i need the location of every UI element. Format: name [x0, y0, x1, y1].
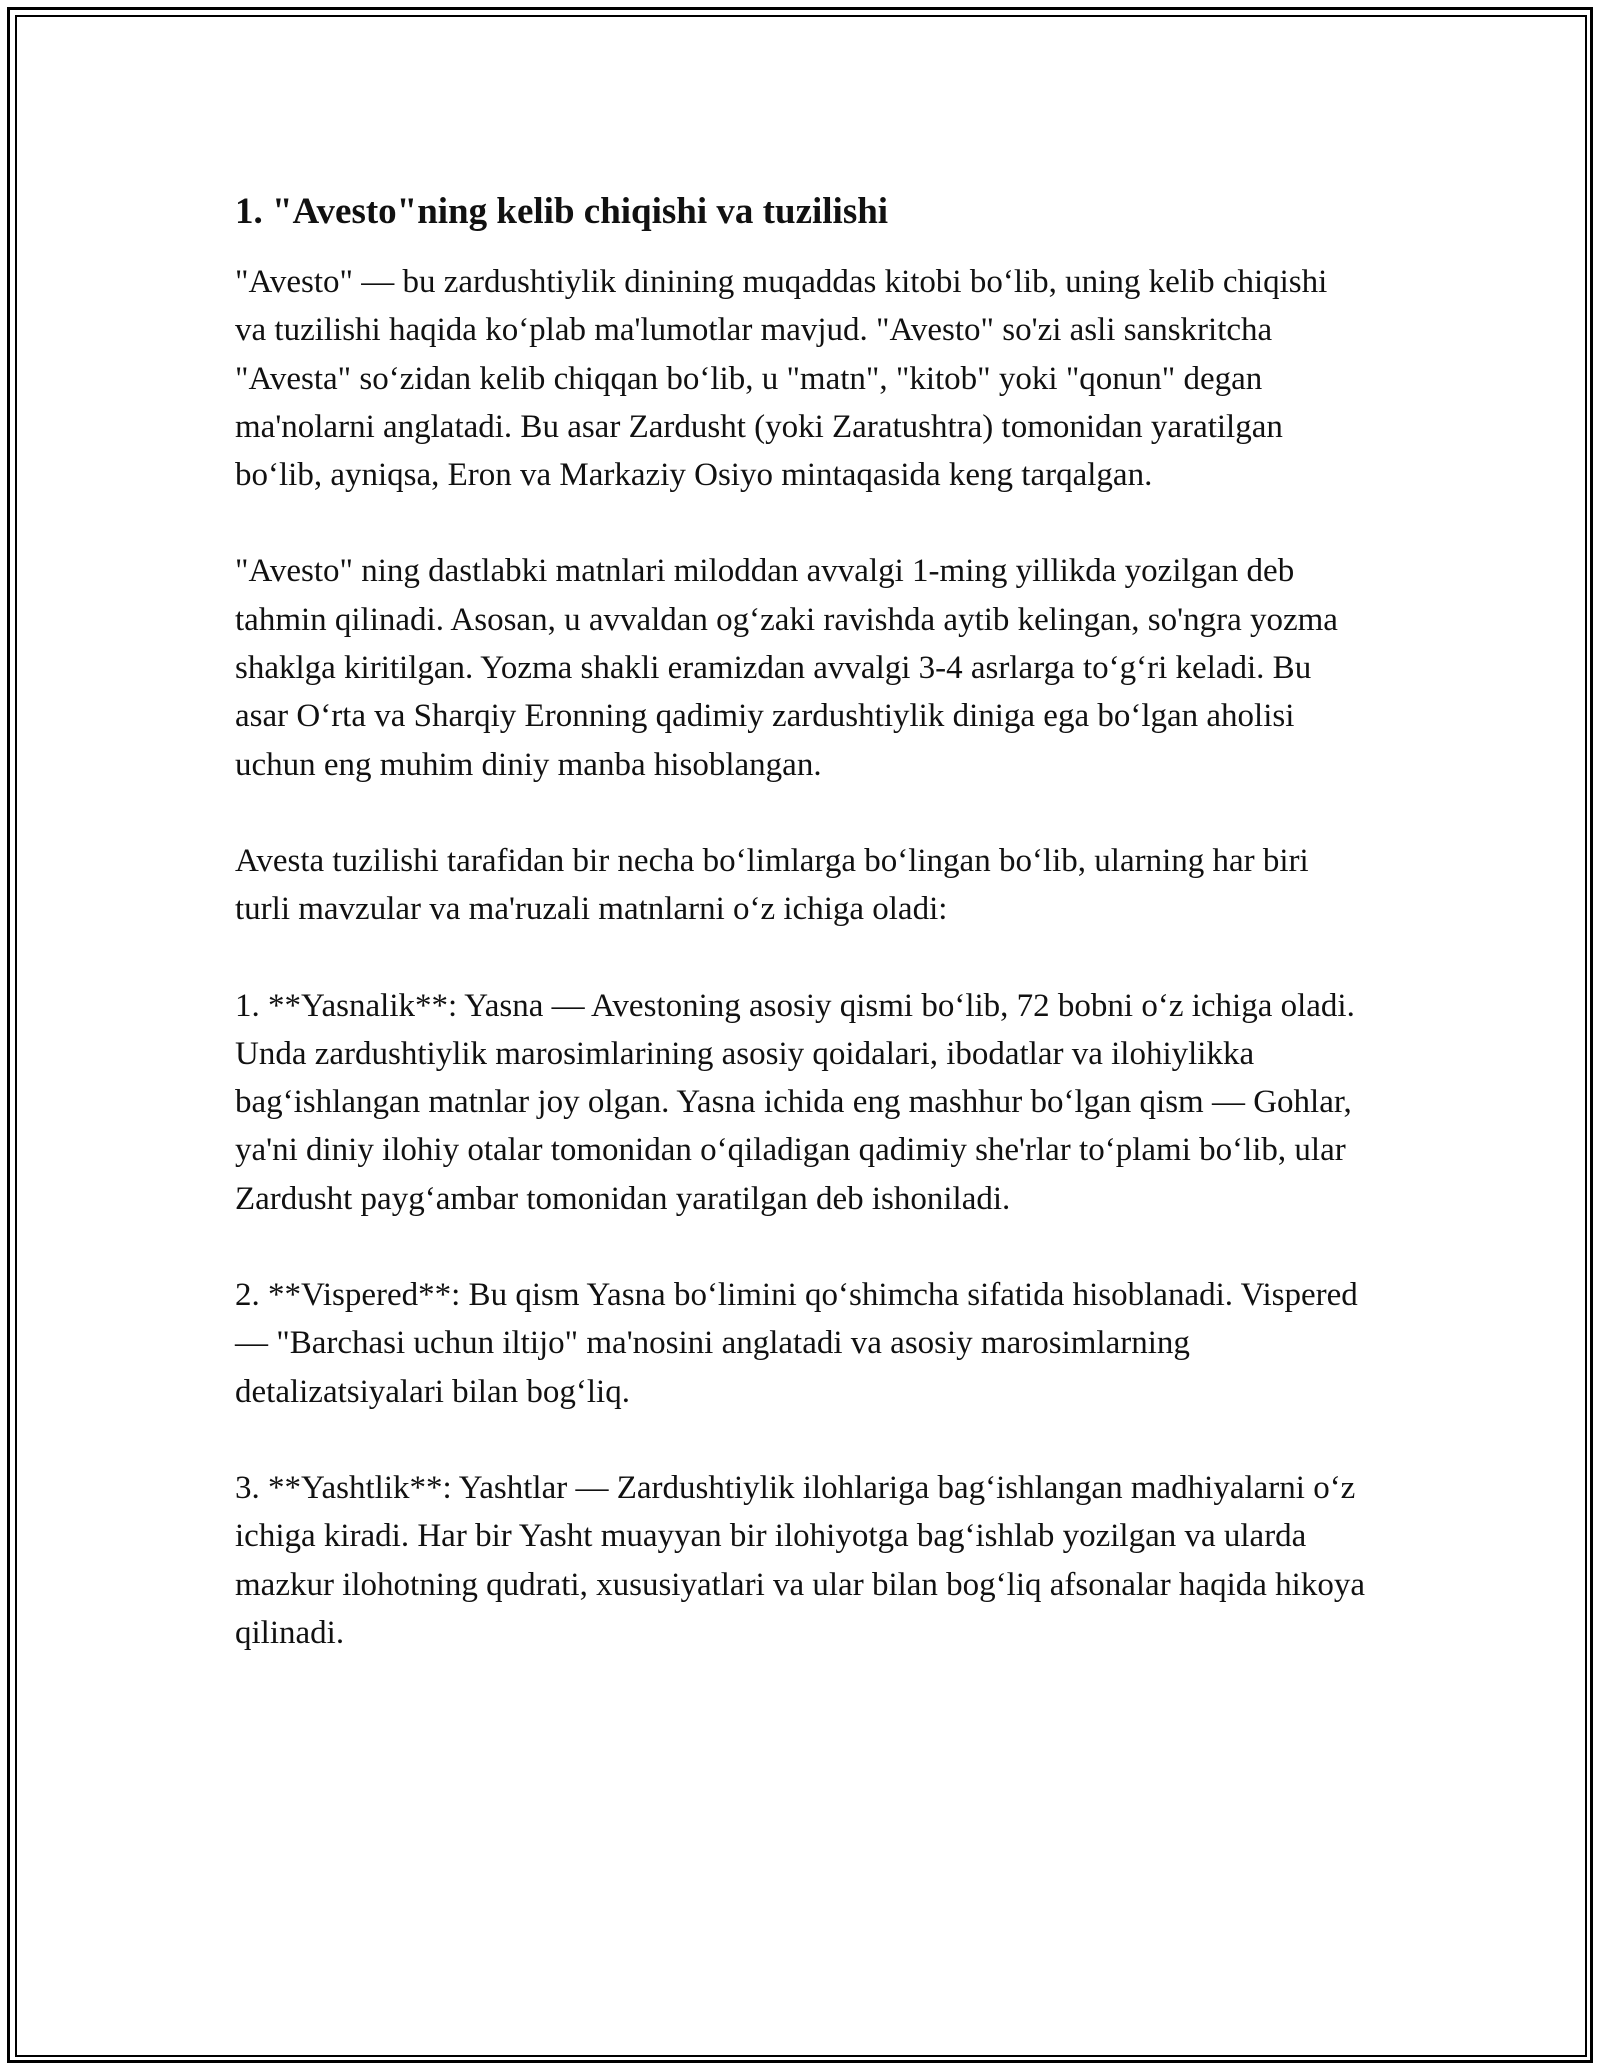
list-item-vispered: 2. **Vispered**: Bu qism Yasna bo‘limini qo‘shimcha sifatida hisoblanadi. Vispered — "Barchasi uchun iltijo" ma'nosini anglatadi va asosiy marosimlarning detalizatsiyalari bilan bog‘liq.	[235, 1277, 1358, 1410]
list-item-yasnalik: 1. **Yasnalik**: Yasna — Avestoning asosiy qismi bo‘lib, 72 bobni o‘z ichiga oladi. Unda zardushtiylik marosimlarining asosiy qoidalari, ibodatlar va ilohiylikka bag‘ishlangan matnlar joy olgan. Yasna ichida eng mashhur bo‘lgan qism — Gohlar, ya'ni diniy ilohiy otalar tomonidan o‘qiladigan qadimiy she'rlar to‘plami bo‘lib, ular Zardusht payg‘ambar tomonidan yaratilgan deb ishoniladi.	[235, 987, 1355, 1217]
list-item-yashtlik: 3. **Yashtlik**: Yashtlar — Zardushtiylik ilohlariga bag‘ishlangan madhiyalarni o‘z ichiga kiradi. Har bir Yasht muayyan bir ilohiyotga bag‘ishlab yozilgan va ularda mazkur ilohotning qudrati, xususiyatlari va ular bilan bog‘liq afsonalar haqida hikoya qilinadi.	[235, 1469, 1365, 1651]
paragraph-origin: "Avesto" ning dastlabki matnlari miloddan avvalgi 1-ming yillikda yozilgan deb tahmin qilinadi. Asosan, u avvaldan og‘zaki ravishda aytib kelingan, so'ngra yozma shaklga kiritilgan. Yozma shakli eramizdan avvalgi 3-4 asrlarga to‘g‘ri keladi. Bu asar O‘rta va Sharqiy Eronning qadimiy zardushtiylik diniga ega bo‘lgan aholisi uchun eng muhim diniy manba hisoblangan.	[235, 553, 1338, 783]
paragraph-structure: Avesta tuzilishi tarafidan bir necha bo‘limlarga bo‘lingan bo‘lib, ularning har biri turli mavzular va ma'ruzali matnlarni o‘z ichiga oladi:	[235, 842, 1309, 928]
page-title: 1. "Avesto"ning kelib chiqishi va tuzilishi	[235, 191, 889, 232]
document-body	[235, 188, 1365, 1705]
paragraph-intro: "Avesto" — bu zardushtiylik dinining muqaddas kitobi bo‘lib, uning kelib chiqishi va tuzilishi haqida ko‘plab ma'lumotlar mavjud. "Avesto" so'zi asli sanskritcha "Avesta" so‘zidan kelib chiqqan bo‘lib, u "matn", "kitob" yoki "qonun" degan ma'nolarni anglatadi. Bu asar Zardusht (yoki Zaratushtra) tomonidan yaratilgan bo‘lib, ayniqsa, Eron va Markaziy Osiyo mintaqasida keng tarqalgan.	[235, 264, 1328, 494]
